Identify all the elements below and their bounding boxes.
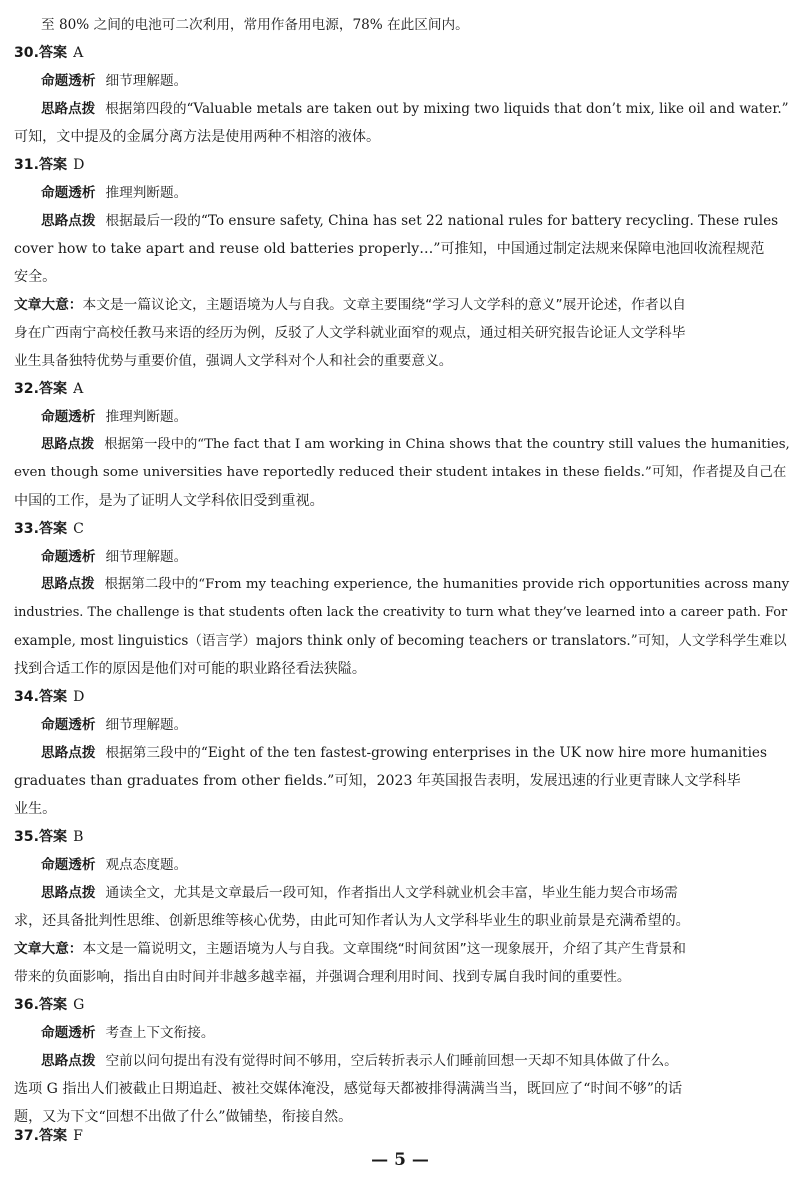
hint-text: 空前以问句提出有没有觉得时间不够用，空后转折表示人们睡前回想一天却不知具体做了什么。 <box>105 1053 678 1069</box>
answer-value: B <box>73 829 84 845</box>
hint-text: 根据第二段中的“From my teaching experience, the humanities provide rich opportunities across many <box>104 577 790 592</box>
question-31-hint <box>0 207 800 235</box>
answer-label: 答案 <box>38 381 68 397</box>
question-36-hint <box>0 1047 800 1075</box>
answer-value: C <box>73 521 84 537</box>
analysis-label: 命题透析 <box>41 717 96 733</box>
article-summary-2 <box>0 935 800 963</box>
question-32-header <box>0 375 800 403</box>
question-31-hint-cont: cover how to take apart and reuse old batteries properly…”可推知，中国通过制定法规来保障电池回收流程规范 <box>14 241 765 257</box>
question-number: 35. <box>14 829 39 845</box>
analysis-text: 细节理解题。 <box>105 73 188 89</box>
intro-line: 至 80% 之间的电池可二次利用，常用作备用电源，78% 在此区间内。 <box>41 17 469 33</box>
question-31-hint-cont: 安全。 <box>14 269 57 285</box>
answer-value: G <box>73 997 85 1013</box>
answer-value: D <box>73 689 85 705</box>
question-30-analysis <box>0 67 800 95</box>
hint-label: 思路点拨 <box>41 101 96 117</box>
question-33-hint-cont: industries. The challenge is that students often lack the creativity to turn what they’ve learned into a career path. For <box>14 605 788 620</box>
question-35-hint <box>0 879 800 907</box>
answer-value: D <box>73 157 85 173</box>
question-32-hint-cont: even though some universities have reportedly reduced their student intakes in these fields.”可知，作者提及自己在 <box>14 465 787 480</box>
analysis-label: 命题透析 <box>41 1025 96 1041</box>
answer-label: 答案 <box>38 689 68 705</box>
answer-label: 答案 <box>38 997 68 1013</box>
question-30-hint-cont: 可知，文中提及的金属分离方法是使用两种不相溶的液体。 <box>14 129 381 145</box>
hint-text: 通读全文，尤其是文章最后一段可知，作者指出人文学科就业机会丰富，毕业生能力契合市场需 <box>105 885 678 901</box>
answer-value: A <box>73 45 84 61</box>
hint-label: 思路点拨 <box>41 885 96 901</box>
question-36-analysis <box>0 1019 800 1047</box>
page-number: — 5 — <box>371 1150 429 1170</box>
question-34-analysis <box>0 711 800 739</box>
answer-label: 答案 <box>38 829 68 845</box>
article-summary-1-cont: 身在广西南宁高校任教马来语的经历为例，反驳了人文学科就业面窄的观点，通过相关研究报告论证人文学科毕 <box>14 325 686 341</box>
answer-label: 答案 <box>38 45 68 61</box>
question-number: 31. <box>14 157 39 173</box>
question-number: 34. <box>14 689 39 705</box>
analysis-label: 命题透析 <box>41 185 96 201</box>
hint-text: 根据第一段中的“The fact that I am working in China shows that the country still values the humanities, <box>104 437 790 452</box>
question-35-analysis <box>0 851 800 879</box>
summary-text: 本文是一篇说明文，主题语境为人与自我。文章围绕“时间贫困”这一现象展开，介绍了其产生背景和 <box>82 941 686 957</box>
question-30-hint <box>0 95 800 123</box>
question-33-hint-cont: example, most linguistics（语言学）majors think only of becoming teachers or translators.”可知，人文学科学生难以 <box>14 633 787 649</box>
question-31-header <box>0 151 800 179</box>
analysis-label: 命题透析 <box>41 857 96 873</box>
summary-label: 文章大意： <box>14 941 83 957</box>
answer-label: 答案 <box>38 1128 68 1144</box>
article-summary-2-cont: 带来的负面影响，指出自由时间并非越多越幸福，并强调合理利用时间、找到专属自我时间的重要性。 <box>14 969 631 985</box>
question-number: 33. <box>14 521 39 537</box>
hint-label: 思路点拨 <box>41 1053 96 1069</box>
analysis-label: 命题透析 <box>41 409 96 425</box>
question-34-hint <box>0 739 800 767</box>
analysis-text: 推理判断题。 <box>105 409 188 425</box>
summary-label: 文章大意： <box>14 297 83 313</box>
question-33-analysis <box>0 543 800 571</box>
hint-label: 思路点拨 <box>41 577 95 592</box>
hint-label: 思路点拨 <box>41 437 95 452</box>
question-34-hint-cont: 业生。 <box>14 801 57 817</box>
question-32-hint <box>0 431 800 459</box>
question-33-hint-cont: 找到合适工作的原因是他们对可能的职业路径看法狭隘。 <box>14 661 366 677</box>
hint-text: 根据第四段的“Valuable metals are taken out by mixing two liquids that don’t mix, like oil and water.” <box>105 101 789 117</box>
analysis-text: 考查上下文衔接。 <box>105 1025 215 1041</box>
question-number: 30. <box>14 45 39 61</box>
answer-label: 答案 <box>38 157 68 173</box>
hint-text: 根据最后一段的“To ensure safety, China has set 22 national rules for battery recycling. These rules <box>105 213 779 229</box>
hint-label: 思路点拨 <box>41 745 96 761</box>
article-summary-1-cont: 业生具备独特优势与重要价值，强调人文学科对个人和社会的重要意义。 <box>14 353 453 369</box>
analysis-text: 细节理解题。 <box>105 549 188 565</box>
analysis-text: 推理判断题。 <box>105 185 188 201</box>
question-36-hint-cont: 题，又为下文“回想不出做了什么”做铺垫，衔接自然。 <box>14 1109 353 1125</box>
question-36-hint-cont: 选项 G 指出人们被截止日期追赶、被社交媒体淹没，感觉每天都被排得满满当当，既回应了“时间不够”的话 <box>14 1081 683 1097</box>
question-31-analysis <box>0 179 800 207</box>
question-number: 32. <box>14 381 39 397</box>
answer-label: 答案 <box>38 521 68 537</box>
question-37-header <box>0 1122 800 1150</box>
question-35-header <box>0 823 800 851</box>
analysis-text: 细节理解题。 <box>105 717 188 733</box>
analysis-text: 观点态度题。 <box>105 857 188 873</box>
analysis-label: 命题透析 <box>41 549 96 565</box>
article-summary-1 <box>0 291 800 319</box>
question-33-hint <box>0 571 800 599</box>
question-35-hint-cont: 求，还具备批判性思维、创新思维等核心优势，由此可知作者认为人文学科毕业生的职业前景是充满希望的。 <box>14 913 690 929</box>
question-34-hint-cont: graduates than graduates from other fields.”可知，2023 年英国报告表明，发展迅速的行业更青睐人文学科毕 <box>14 773 741 789</box>
hint-label: 思路点拨 <box>41 213 96 229</box>
answer-value: F <box>73 1128 83 1144</box>
question-34-header <box>0 683 800 711</box>
summary-text: 本文是一篇议论文，主题语境为人与自我。文章主要围绕“学习人文学科的意义”展开论述，作者以自 <box>82 297 686 313</box>
question-36-header <box>0 991 800 1019</box>
question-32-analysis <box>0 403 800 431</box>
question-33-header <box>0 515 800 543</box>
question-number: 36. <box>14 997 39 1013</box>
question-number: 37. <box>14 1128 39 1144</box>
answer-value: A <box>73 381 84 397</box>
question-32-hint-cont: 中国的工作，是为了证明人文学科依旧受到重视。 <box>14 493 324 509</box>
question-30-header <box>0 39 800 67</box>
hint-text: 根据第三段中的“Eight of the ten fastest-growing enterprises in the UK now hire more humanities <box>105 745 767 761</box>
analysis-label: 命题透析 <box>41 73 96 89</box>
